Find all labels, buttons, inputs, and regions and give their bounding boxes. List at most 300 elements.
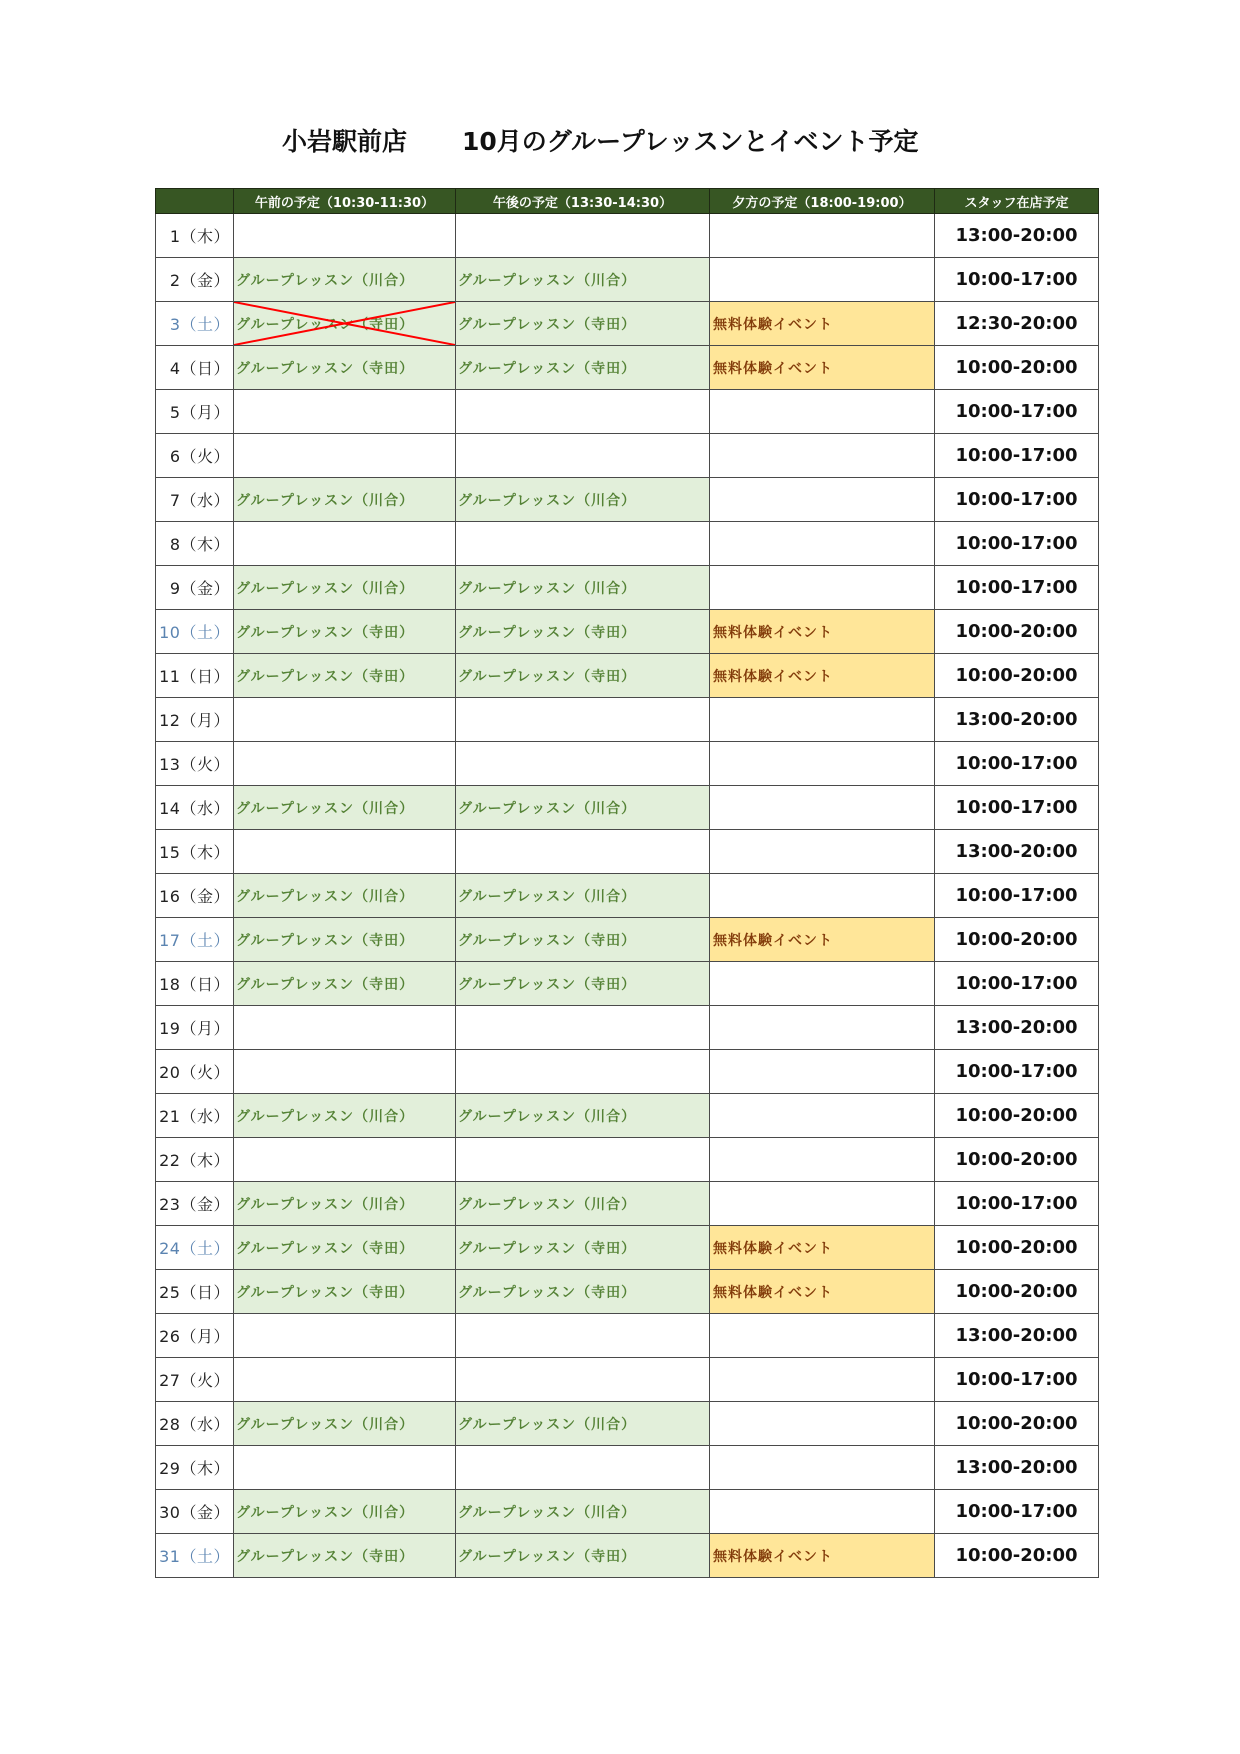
table-row <box>156 1138 1099 1182</box>
afternoon-cell <box>456 830 710 874</box>
date-cell-text: 31（土） <box>159 1547 230 1566</box>
staff-hours-cell <box>935 434 1099 478</box>
morning-cell <box>234 346 456 390</box>
date-cell-text: 12（月） <box>159 711 230 730</box>
afternoon-cell-text: グループレッスン（川合） <box>458 1108 637 1125</box>
morning-cell <box>234 1270 456 1314</box>
date-cell <box>156 742 234 786</box>
morning-cell <box>234 478 456 522</box>
morning-cell-text: グループレッスン（寺田） <box>236 1548 415 1565</box>
staff-hours-cell-text: 13:00-20:00 <box>955 841 1078 862</box>
evening-cell <box>710 1050 935 1094</box>
afternoon-cell-text: グループレッスン（川合） <box>458 1416 637 1433</box>
staff-hours-cell <box>935 742 1099 786</box>
afternoon-cell <box>456 918 710 962</box>
date-cell-text: 29（木） <box>159 1459 230 1478</box>
morning-cell <box>234 566 456 610</box>
staff-hours-cell-text: 10:00-17:00 <box>955 533 1078 554</box>
morning-cell-text: グループレッスン（寺田） <box>236 360 415 377</box>
morning-cell <box>234 522 456 566</box>
evening-cell <box>710 830 935 874</box>
date-cell <box>156 434 234 478</box>
date-cell-text: 4（日） <box>169 359 230 378</box>
date-cell <box>156 522 234 566</box>
staff-hours-cell <box>935 698 1099 742</box>
date-cell-text: 10（土） <box>159 623 230 642</box>
date-cell-text: 2（金） <box>169 271 230 290</box>
header-morning: 午前の予定（10:30-11:30） <box>234 189 456 214</box>
schedule-body <box>156 214 1099 1578</box>
afternoon-cell <box>456 522 710 566</box>
morning-cell <box>234 1182 456 1226</box>
date-cell-text: 9（金） <box>169 579 230 598</box>
staff-hours-cell <box>935 918 1099 962</box>
afternoon-cell-text: グループレッスン（川合） <box>458 800 637 817</box>
evening-cell <box>710 258 935 302</box>
morning-cell-text: グループレッスン（川合） <box>236 1108 415 1125</box>
date-cell-text: 6（火） <box>169 447 230 466</box>
date-cell-text: 14（水） <box>159 799 230 818</box>
date-cell <box>156 1138 234 1182</box>
morning-cell <box>234 1358 456 1402</box>
morning-cell <box>234 214 456 258</box>
table-row <box>156 1270 1099 1314</box>
afternoon-cell <box>456 478 710 522</box>
evening-cell-text: 無料体験イベント <box>713 668 833 685</box>
date-cell <box>156 830 234 874</box>
staff-hours-cell <box>935 786 1099 830</box>
afternoon-cell-text: グループレッスン（寺田） <box>458 1548 637 1565</box>
date-cell <box>156 258 234 302</box>
staff-hours-cell-text: 10:00-20:00 <box>955 1149 1078 1170</box>
evening-cell <box>710 1314 935 1358</box>
table-row <box>156 918 1099 962</box>
date-cell <box>156 1490 234 1534</box>
morning-cell <box>234 654 456 698</box>
table-row <box>156 1402 1099 1446</box>
morning-cell-text: グループレッスン（川合） <box>236 888 415 905</box>
staff-hours-cell <box>935 1314 1099 1358</box>
table-row <box>156 742 1099 786</box>
afternoon-cell <box>456 1402 710 1446</box>
evening-cell <box>710 1402 935 1446</box>
afternoon-cell <box>456 1138 710 1182</box>
morning-cell <box>234 1534 456 1578</box>
morning-cell <box>234 1402 456 1446</box>
evening-cell <box>710 962 935 1006</box>
store-name: 小岩駅前店 <box>282 127 408 156</box>
staff-hours-cell <box>935 522 1099 566</box>
evening-cell-text: 無料体験イベント <box>713 360 833 377</box>
date-cell-text: 24（土） <box>159 1239 230 1258</box>
table-row <box>156 1358 1099 1402</box>
afternoon-cell-text: グループレッスン（寺田） <box>458 360 637 377</box>
date-cell-text: 13（火） <box>159 755 230 774</box>
morning-cell <box>234 918 456 962</box>
date-cell <box>156 302 234 346</box>
table-row <box>156 698 1099 742</box>
table-row <box>156 302 1099 346</box>
date-cell <box>156 214 234 258</box>
afternoon-cell <box>456 962 710 1006</box>
morning-cell-text: グループレッスン（寺田） <box>236 1284 415 1301</box>
table-row <box>156 390 1099 434</box>
morning-cell <box>234 1006 456 1050</box>
morning-cell <box>234 1314 456 1358</box>
evening-cell <box>710 1490 935 1534</box>
date-cell <box>156 874 234 918</box>
afternoon-cell <box>456 1358 710 1402</box>
table-row <box>156 1094 1099 1138</box>
staff-hours-cell-text: 10:00-17:00 <box>955 885 1078 906</box>
date-cell <box>156 698 234 742</box>
date-cell-text: 28（水） <box>159 1415 230 1434</box>
table-row <box>156 566 1099 610</box>
date-cell-text: 18（日） <box>159 975 230 994</box>
date-cell <box>156 1534 234 1578</box>
evening-cell <box>710 478 935 522</box>
staff-hours-cell-text: 10:00-20:00 <box>955 1413 1078 1434</box>
evening-cell-text: 無料体験イベント <box>713 1240 833 1257</box>
table-row <box>156 434 1099 478</box>
staff-hours-cell <box>935 962 1099 1006</box>
afternoon-cell <box>456 1226 710 1270</box>
table-row <box>156 874 1099 918</box>
staff-hours-cell <box>935 258 1099 302</box>
table-row <box>156 1006 1099 1050</box>
header-evening: 夕方の予定（18:00-19:00） <box>710 189 935 214</box>
date-cell <box>156 346 234 390</box>
evening-cell <box>710 918 935 962</box>
evening-cell <box>710 346 935 390</box>
evening-cell-text: 無料体験イベント <box>713 624 833 641</box>
afternoon-cell <box>456 786 710 830</box>
afternoon-cell <box>456 1006 710 1050</box>
morning-cell-text: グループレッスン（川合） <box>236 1196 415 1213</box>
afternoon-cell-text: グループレッスン（川合） <box>458 888 637 905</box>
staff-hours-cell-text: 10:00-17:00 <box>955 401 1078 422</box>
staff-hours-cell <box>935 1050 1099 1094</box>
evening-cell <box>710 1138 935 1182</box>
schedule-title: 10月のグループレッスンとイベント予定 <box>462 127 919 156</box>
date-cell-text: 17（土） <box>159 931 230 950</box>
morning-cell-text: グループレッスン（川合） <box>236 272 415 289</box>
afternoon-cell <box>456 874 710 918</box>
table-row <box>156 1446 1099 1490</box>
date-cell-text: 5（月） <box>169 403 230 422</box>
staff-hours-cell-text: 10:00-17:00 <box>955 1501 1078 1522</box>
afternoon-cell <box>456 654 710 698</box>
table-row <box>156 1226 1099 1270</box>
staff-hours-cell <box>935 1138 1099 1182</box>
staff-hours-cell <box>935 1534 1099 1578</box>
staff-hours-cell <box>935 610 1099 654</box>
table-row <box>156 1182 1099 1226</box>
date-cell-text: 21（水） <box>159 1107 230 1126</box>
staff-hours-cell <box>935 390 1099 434</box>
staff-hours-cell <box>935 478 1099 522</box>
staff-hours-cell-text: 10:00-17:00 <box>955 269 1078 290</box>
evening-cell <box>710 522 935 566</box>
date-cell <box>156 1314 234 1358</box>
morning-cell-text: グループレッスン（川合） <box>236 492 415 509</box>
date-cell <box>156 1226 234 1270</box>
date-cell-text: 23（金） <box>159 1195 230 1214</box>
staff-hours-cell-text: 10:00-17:00 <box>955 1193 1078 1214</box>
staff-hours-cell <box>935 830 1099 874</box>
evening-cell <box>710 566 935 610</box>
staff-hours-cell-text: 10:00-17:00 <box>955 1061 1078 1082</box>
staff-hours-cell-text: 10:00-17:00 <box>955 489 1078 510</box>
afternoon-cell <box>456 1534 710 1578</box>
morning-cell <box>234 1138 456 1182</box>
table-row <box>156 610 1099 654</box>
morning-cell <box>234 1446 456 1490</box>
afternoon-cell-text: グループレッスン（寺田） <box>458 668 637 685</box>
staff-hours-cell-text: 13:00-20:00 <box>955 1325 1078 1346</box>
evening-cell <box>710 742 935 786</box>
evening-cell <box>710 1094 935 1138</box>
afternoon-cell-text: グループレッスン（川合） <box>458 272 637 289</box>
afternoon-cell-text: グループレッスン（川合） <box>458 580 637 597</box>
afternoon-cell <box>456 390 710 434</box>
morning-cell <box>234 258 456 302</box>
date-cell-text: 7（水） <box>169 491 230 510</box>
date-cell-text: 20（火） <box>159 1063 230 1082</box>
staff-hours-cell-text: 10:00-20:00 <box>955 929 1078 950</box>
morning-cell <box>234 390 456 434</box>
staff-hours-cell-text: 10:00-20:00 <box>955 357 1078 378</box>
date-cell-text: 22（木） <box>159 1151 230 1170</box>
date-cell <box>156 390 234 434</box>
date-cell <box>156 610 234 654</box>
afternoon-cell-text: グループレッスン（寺田） <box>458 1240 637 1257</box>
staff-hours-cell-text: 10:00-20:00 <box>955 621 1078 642</box>
staff-hours-cell <box>935 1446 1099 1490</box>
afternoon-cell-text: グループレッスン（川合） <box>458 1196 637 1213</box>
staff-hours-cell-text: 10:00-17:00 <box>955 973 1078 994</box>
morning-cell <box>234 1226 456 1270</box>
afternoon-cell-text: グループレッスン（寺田） <box>458 976 637 993</box>
staff-hours-cell-text: 13:00-20:00 <box>955 709 1078 730</box>
staff-hours-cell <box>935 1182 1099 1226</box>
afternoon-cell <box>456 1314 710 1358</box>
table-row <box>156 346 1099 390</box>
table-row <box>156 258 1099 302</box>
page-title <box>0 122 1240 156</box>
evening-cell <box>710 1534 935 1578</box>
morning-cell <box>234 610 456 654</box>
staff-hours-cell <box>935 1226 1099 1270</box>
date-cell <box>156 566 234 610</box>
afternoon-cell <box>456 1094 710 1138</box>
afternoon-cell-text: グループレッスン（寺田） <box>458 624 637 641</box>
afternoon-cell <box>456 434 710 478</box>
date-cell-text: 15（木） <box>159 843 230 862</box>
date-cell-text: 8（木） <box>169 535 230 554</box>
afternoon-cell <box>456 610 710 654</box>
table-row <box>156 478 1099 522</box>
afternoon-cell <box>456 346 710 390</box>
staff-hours-cell <box>935 566 1099 610</box>
afternoon-cell-text: グループレッスン（寺田） <box>458 1284 637 1301</box>
morning-cell <box>234 698 456 742</box>
table-row <box>156 654 1099 698</box>
evening-cell <box>710 434 935 478</box>
cancelled-x-icon <box>234 302 455 345</box>
date-cell <box>156 654 234 698</box>
table-row <box>156 786 1099 830</box>
afternoon-cell <box>456 302 710 346</box>
afternoon-cell <box>456 566 710 610</box>
date-cell-text: 19（月） <box>159 1019 230 1038</box>
evening-cell-text: 無料体験イベント <box>713 932 833 949</box>
evening-cell <box>710 654 935 698</box>
schedule-table <box>155 188 1099 1578</box>
staff-hours-cell-text: 10:00-17:00 <box>955 577 1078 598</box>
morning-cell-text: グループレッスン（寺田） <box>236 624 415 641</box>
date-cell-text: 30（金） <box>159 1503 230 1522</box>
evening-cell <box>710 390 935 434</box>
date-cell-text: 1（木） <box>169 227 230 246</box>
date-cell <box>156 1270 234 1314</box>
afternoon-cell-text: グループレッスン（川合） <box>458 1504 637 1521</box>
evening-cell <box>710 1446 935 1490</box>
morning-cell-text: グループレッスン（寺田） <box>236 932 415 949</box>
afternoon-cell <box>456 698 710 742</box>
staff-hours-cell-text: 10:00-20:00 <box>955 1281 1078 1302</box>
morning-cell-text: グループレッスン（寺田） <box>236 1240 415 1257</box>
morning-cell <box>234 830 456 874</box>
date-cell <box>156 786 234 830</box>
header-staff: スタッフ在店予定 <box>935 189 1099 214</box>
evening-cell <box>710 1226 935 1270</box>
table-row <box>156 962 1099 1006</box>
date-cell <box>156 1402 234 1446</box>
afternoon-cell <box>456 1050 710 1094</box>
evening-cell <box>710 1270 935 1314</box>
table-row <box>156 1490 1099 1534</box>
date-cell <box>156 1358 234 1402</box>
staff-hours-cell-text: 10:00-20:00 <box>955 665 1078 686</box>
afternoon-cell <box>456 1446 710 1490</box>
table-row <box>156 1314 1099 1358</box>
staff-hours-cell <box>935 1006 1099 1050</box>
morning-cell <box>234 1050 456 1094</box>
evening-cell <box>710 302 935 346</box>
staff-hours-cell <box>935 1490 1099 1534</box>
afternoon-cell-text: グループレッスン（川合） <box>458 492 637 509</box>
staff-hours-cell-text: 10:00-20:00 <box>955 1105 1078 1126</box>
date-cell-text: 26（月） <box>159 1327 230 1346</box>
evening-cell <box>710 698 935 742</box>
staff-hours-cell-text: 10:00-17:00 <box>955 445 1078 466</box>
staff-hours-cell-text: 13:00-20:00 <box>955 1017 1078 1038</box>
afternoon-cell <box>456 1182 710 1226</box>
header-date <box>156 189 234 214</box>
evening-cell <box>710 874 935 918</box>
staff-hours-cell <box>935 214 1099 258</box>
evening-cell <box>710 1358 935 1402</box>
morning-cell-text: グループレッスン（寺田） <box>236 976 415 993</box>
evening-cell-text: 無料体験イベント <box>713 316 833 333</box>
date-cell-text: 16（金） <box>159 887 230 906</box>
afternoon-cell <box>456 742 710 786</box>
morning-cell-text: グループレッスン（川合） <box>236 580 415 597</box>
evening-cell <box>710 786 935 830</box>
date-cell <box>156 918 234 962</box>
staff-hours-cell <box>935 1358 1099 1402</box>
staff-hours-cell <box>935 874 1099 918</box>
evening-cell <box>710 610 935 654</box>
morning-cell <box>234 302 456 346</box>
date-cell-text: 25（日） <box>159 1283 230 1302</box>
table-row <box>156 830 1099 874</box>
staff-hours-cell-text: 10:00-20:00 <box>955 1545 1078 1566</box>
morning-cell-text: グループレッスン（川合） <box>236 1504 415 1521</box>
evening-cell <box>710 1182 935 1226</box>
afternoon-cell <box>456 1270 710 1314</box>
staff-hours-cell <box>935 346 1099 390</box>
date-cell <box>156 1182 234 1226</box>
staff-hours-cell <box>935 1094 1099 1138</box>
date-cell <box>156 1094 234 1138</box>
afternoon-cell <box>456 1490 710 1534</box>
staff-hours-cell <box>935 302 1099 346</box>
morning-cell <box>234 1490 456 1534</box>
morning-cell-text: グループレッスン（川合） <box>236 800 415 817</box>
afternoon-cell <box>456 214 710 258</box>
morning-cell <box>234 1094 456 1138</box>
date-cell <box>156 1446 234 1490</box>
staff-hours-cell-text: 10:00-17:00 <box>955 797 1078 818</box>
date-cell-text: 27（火） <box>159 1371 230 1390</box>
staff-hours-cell-text: 12:30-20:00 <box>955 313 1078 334</box>
evening-cell-text: 無料体験イベント <box>713 1284 833 1301</box>
table-row <box>156 1050 1099 1094</box>
date-cell <box>156 1050 234 1094</box>
morning-cell-text: グループレッスン（川合） <box>236 1416 415 1433</box>
evening-cell <box>710 1006 935 1050</box>
morning-cell <box>234 874 456 918</box>
date-cell-text: 11（日） <box>159 667 230 686</box>
morning-cell-text: グループレッスン（寺田） <box>236 668 415 685</box>
table-row <box>156 1534 1099 1578</box>
staff-hours-cell-text: 10:00-20:00 <box>955 1237 1078 1258</box>
staff-hours-cell-text: 10:00-17:00 <box>955 1369 1078 1390</box>
evening-cell <box>710 214 935 258</box>
evening-cell-text: 無料体験イベント <box>713 1548 833 1565</box>
header-row <box>156 189 1099 214</box>
morning-cell-text: グループレッスン（寺田） <box>236 316 415 333</box>
staff-hours-cell-text: 10:00-17:00 <box>955 753 1078 774</box>
morning-cell <box>234 434 456 478</box>
afternoon-cell-text: グループレッスン（寺田） <box>458 932 637 949</box>
morning-cell <box>234 786 456 830</box>
morning-cell <box>234 742 456 786</box>
morning-cell <box>234 962 456 1006</box>
date-cell-text: 3（土） <box>169 315 230 334</box>
staff-hours-cell <box>935 1270 1099 1314</box>
table-row <box>156 522 1099 566</box>
staff-hours-cell <box>935 1402 1099 1446</box>
header-afternoon: 午後の予定（13:30-14:30） <box>456 189 710 214</box>
afternoon-cell-text: グループレッスン（寺田） <box>458 316 637 333</box>
afternoon-cell <box>456 258 710 302</box>
staff-hours-cell <box>935 654 1099 698</box>
table-row <box>156 214 1099 258</box>
date-cell <box>156 478 234 522</box>
